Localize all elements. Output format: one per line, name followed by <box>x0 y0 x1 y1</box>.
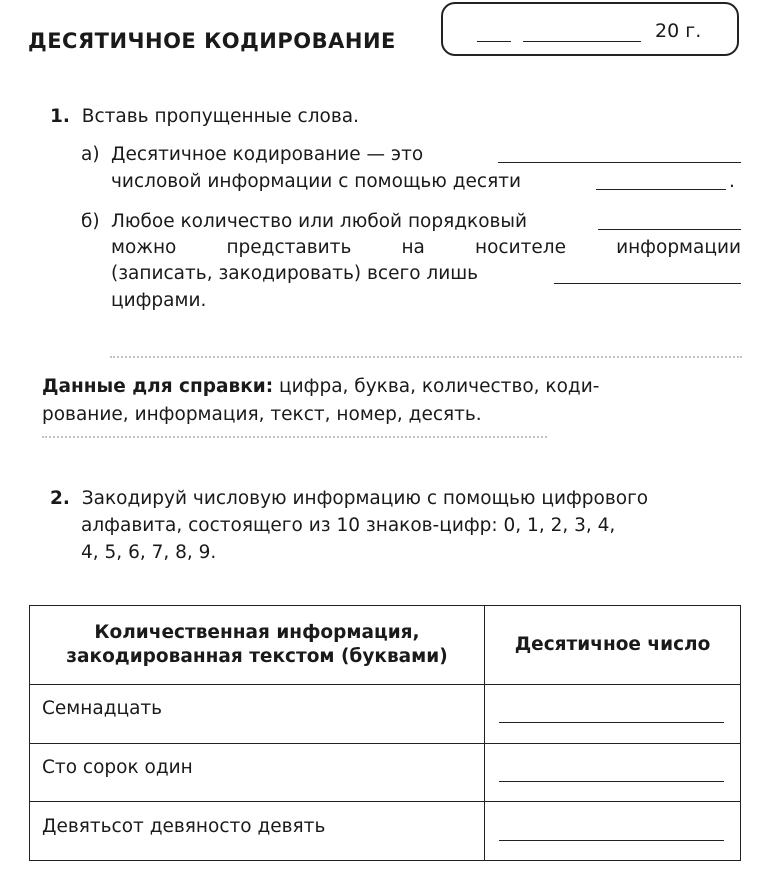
task1b-blank-2[interactable] <box>554 283 741 284</box>
task1b-word: информации <box>616 237 741 258</box>
reference-label: Данные для справки: <box>42 376 274 397</box>
row-text: Девятьсот девяносто девять <box>30 802 485 861</box>
row-text: Сто сорок один <box>30 743 485 802</box>
task2-line3: 4, 5, 6, 7, 8, 9. <box>81 542 217 563</box>
reference-block <box>42 373 742 429</box>
task1b-word: можно <box>111 237 177 258</box>
task2-line2: алфавита, состоящего из 10 знаков-цифр: 0, 1, 2, 3, 4, <box>81 515 616 536</box>
task1-heading <box>50 104 359 130</box>
task1a-line1: Десятичное кодирование — это <box>111 144 424 165</box>
page-title: ДЕСЯТИЧНОЕ КОДИРОВАНИЕ <box>28 29 396 53</box>
cut-line-bottom <box>42 436 547 438</box>
table-header-number-col: Десятичное число <box>485 606 741 685</box>
task1b-word: представить <box>226 237 352 258</box>
task1b-line3: (записать, закодировать) всего лишь <box>111 263 479 284</box>
answer-blank[interactable] <box>499 840 724 841</box>
task2-number: 2. <box>50 488 70 509</box>
header-line: закодированная текстом (буквами) <box>66 646 448 667</box>
task1b-line4: цифрами. <box>111 290 207 311</box>
table-row <box>30 685 741 744</box>
reference-text-1: цифра, буква, количество, коди- <box>273 376 600 397</box>
task1-instruction: Вставь пропущенные слова. <box>81 106 359 127</box>
task2-line1-wrap <box>50 486 648 512</box>
task1b-line2 <box>111 235 741 261</box>
row-answer-cell <box>485 802 741 861</box>
task1-number: 1. <box>50 106 70 127</box>
table-row <box>30 743 741 802</box>
table-row <box>30 802 741 861</box>
date-month-blank[interactable] <box>523 41 641 42</box>
task1a-end-dot: . <box>729 171 735 192</box>
table-header-text-col <box>30 606 485 685</box>
task1a-blank-1[interactable] <box>498 162 741 163</box>
encoding-table <box>29 605 741 861</box>
row-answer-cell <box>485 685 741 744</box>
task1b-word: носителе <box>474 237 566 258</box>
date-day-blank[interactable] <box>477 41 511 42</box>
date-year-suffix: 20 г. <box>655 20 702 42</box>
cut-line-top <box>110 356 742 358</box>
header-line: Количественная информация, <box>94 622 420 643</box>
task1b-marker: б) <box>81 211 100 232</box>
row-text: Семнадцать <box>30 685 485 744</box>
task1a-line2: числовой информации с помощью десяти <box>111 171 521 192</box>
answer-blank[interactable] <box>499 722 724 723</box>
task1b-line1: Любое количество или любой порядковый <box>111 211 528 232</box>
task1a-blank-2[interactable] <box>596 189 726 190</box>
task1a-marker: а) <box>81 144 100 165</box>
answer-blank[interactable] <box>499 781 724 782</box>
task1b-word: на <box>401 237 425 258</box>
table-header-row <box>30 606 741 685</box>
reference-text-2: рование, информация, текст, номер, десять. <box>42 404 482 425</box>
task1b-blank-1[interactable] <box>598 229 741 230</box>
row-answer-cell <box>485 743 741 802</box>
task2-line1: Закодируй числовую информацию с помощью цифрового <box>81 488 649 509</box>
date-box <box>441 2 739 56</box>
